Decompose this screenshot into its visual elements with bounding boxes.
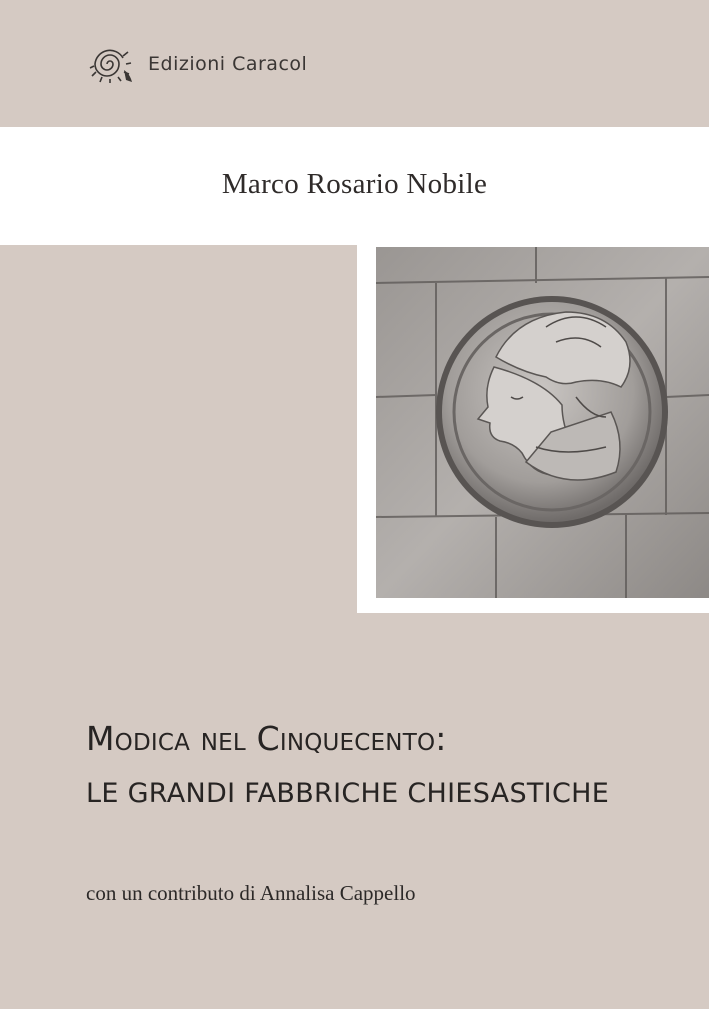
title-line-2: LE GRANDI FABBRICHE CHIESASTICHE bbox=[86, 778, 610, 809]
ammonite-shell-icon bbox=[86, 44, 134, 84]
title-line-1: Modica nel Cinquecento: bbox=[86, 719, 447, 758]
medallion-helmeted-head-photo bbox=[376, 247, 709, 598]
contribution-note: con un contributo di Annalisa Cappello bbox=[86, 881, 416, 905]
publisher-name: Edizioni Caracol bbox=[148, 53, 308, 75]
cover-photo bbox=[376, 247, 709, 598]
author-name: Marco Rosario Nobile bbox=[221, 168, 488, 200]
publisher-block bbox=[86, 44, 307, 84]
